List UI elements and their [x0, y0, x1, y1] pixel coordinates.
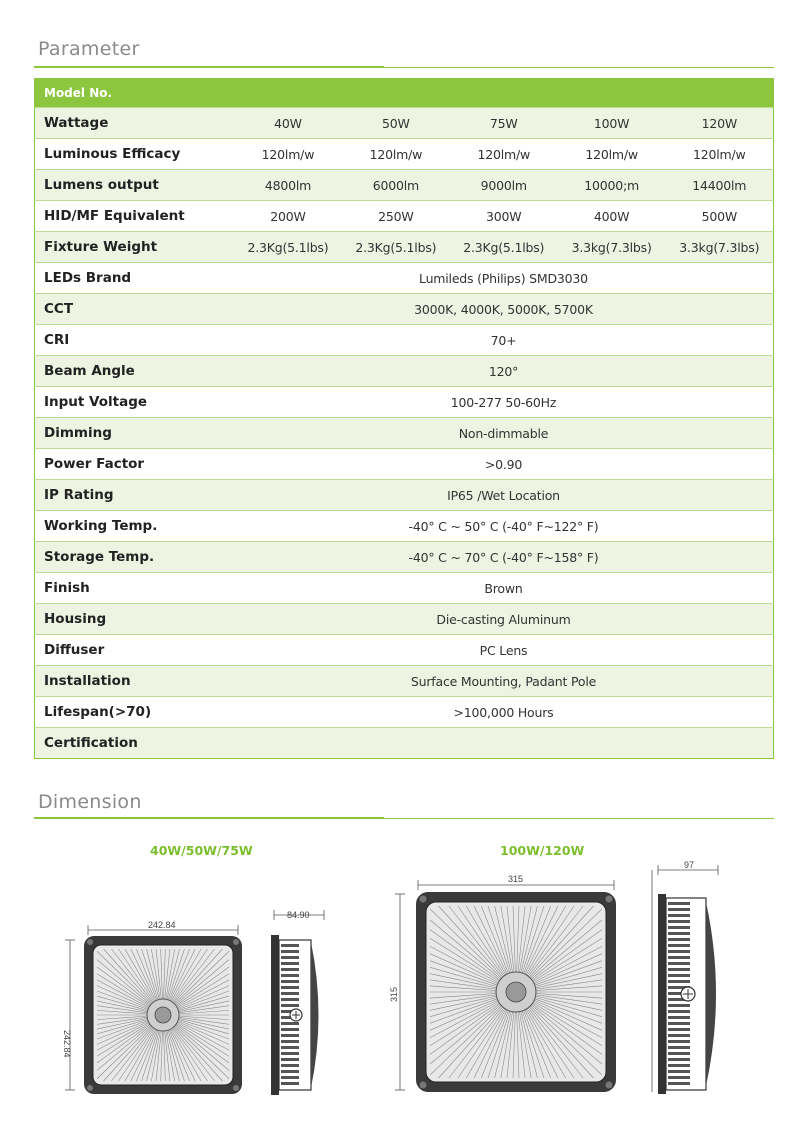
- row-label: Beam Angle: [35, 356, 235, 387]
- row-value: PC Lens: [234, 635, 774, 666]
- row-value: 3.3kg(7.3lbs): [558, 232, 666, 263]
- row-value: 300W: [450, 201, 558, 232]
- row-label: Input Voltage: [35, 387, 235, 418]
- small-depth-dim: 84.90: [287, 910, 310, 920]
- row-label: Working Temp.: [35, 511, 235, 542]
- row-value: -40° C ~ 70° C (-40° F~158° F): [234, 542, 774, 573]
- large-fixture-side: [652, 860, 718, 1094]
- table-header-row: [35, 79, 774, 108]
- row-value: 50W: [342, 108, 450, 139]
- table-row: [35, 170, 774, 201]
- table-row: [35, 263, 774, 294]
- small-height-dim: 242.84: [62, 1030, 72, 1058]
- row-label: Finish: [35, 573, 235, 604]
- row-value: 75W: [450, 108, 558, 139]
- parameter-rule: [34, 67, 774, 68]
- row-value: >0.90: [234, 449, 774, 480]
- row-value: Die-casting Aluminum: [234, 604, 774, 635]
- row-value: 2.3Kg(5.1lbs): [234, 232, 342, 263]
- table-row: [35, 697, 774, 728]
- row-label: Power Factor: [35, 449, 235, 480]
- row-value: [234, 728, 774, 759]
- row-value: 3000K, 4000K, 5000K, 5700K: [234, 294, 774, 325]
- table-row: [35, 449, 774, 480]
- row-label: Installation: [35, 666, 235, 697]
- table-row: [35, 294, 774, 325]
- table-row: [35, 635, 774, 666]
- row-value: 120lm/w: [558, 139, 666, 170]
- table-row: [35, 666, 774, 697]
- row-label: Housing: [35, 604, 235, 635]
- row-value: IP65 /Wet Location: [234, 480, 774, 511]
- table-row: [35, 511, 774, 542]
- small-fixture-side: [271, 910, 324, 1095]
- parameter-heading: Parameter: [38, 38, 140, 60]
- row-value: 100-277 50-60Hz: [234, 387, 774, 418]
- row-value: >100,000 Hours: [234, 697, 774, 728]
- row-label: Dimming: [35, 418, 235, 449]
- dimension-rule: [34, 818, 774, 819]
- small-model-title: 40W/50W/75W: [150, 843, 253, 858]
- row-value: 4800lm: [234, 170, 342, 201]
- large-height-dim: 315: [389, 986, 399, 1002]
- row-value: Non-dimmable: [234, 418, 774, 449]
- row-label: Storage Temp.: [35, 542, 235, 573]
- row-value: 40W: [234, 108, 342, 139]
- table-row: [35, 604, 774, 635]
- table-row: [35, 387, 774, 418]
- row-value: 120lm/w: [342, 139, 450, 170]
- row-value: 3.3kg(7.3lbs): [666, 232, 774, 263]
- table-row: [35, 232, 774, 263]
- row-value: 10000;m: [558, 170, 666, 201]
- table-row: [35, 108, 774, 139]
- row-value: Lumileds (Philips) SMD3030: [234, 263, 774, 294]
- large-fixture-front: [389, 874, 616, 1092]
- table-row: [35, 728, 774, 759]
- small-width-dim: 242.84: [148, 920, 176, 930]
- row-label: Certification: [35, 728, 235, 759]
- row-value: 6000lm: [342, 170, 450, 201]
- dimension-heading: Dimension: [38, 791, 142, 813]
- row-value: 14400lm: [666, 170, 774, 201]
- table-row: [35, 356, 774, 387]
- row-value: 120lm/w: [450, 139, 558, 170]
- row-value: 120lm/w: [234, 139, 342, 170]
- large-model-title: 100W/120W: [500, 843, 585, 858]
- row-value: 9000lm: [450, 170, 558, 201]
- row-label: LEDs Brand: [35, 263, 235, 294]
- row-value: 120W: [666, 108, 774, 139]
- row-value: Surface Mounting, Padant Pole: [234, 666, 774, 697]
- row-value: 2.3Kg(5.1lbs): [450, 232, 558, 263]
- row-value: 120°: [234, 356, 774, 387]
- row-value: 70+: [234, 325, 774, 356]
- row-value: -40° C ~ 50° C (-40° F~122° F): [234, 511, 774, 542]
- row-value: 200W: [234, 201, 342, 232]
- row-label: IP Rating: [35, 480, 235, 511]
- table-row: [35, 139, 774, 170]
- row-value: 250W: [342, 201, 450, 232]
- table-row: [35, 480, 774, 511]
- row-value: 100W: [558, 108, 666, 139]
- row-label: Fixture Weight: [35, 232, 235, 263]
- row-label: CCT: [35, 294, 235, 325]
- model-no-values: [234, 79, 774, 108]
- row-label: CRI: [35, 325, 235, 356]
- table-row: [35, 573, 774, 604]
- row-label: Wattage: [35, 108, 235, 139]
- row-value: 500W: [666, 201, 774, 232]
- row-label: Luminous Efficacy: [35, 139, 235, 170]
- table-row: [35, 542, 774, 573]
- parameter-table: [34, 78, 774, 759]
- row-value: 400W: [558, 201, 666, 232]
- row-value: 2.3Kg(5.1lbs): [342, 232, 450, 263]
- row-label: HID/MF Equivalent: [35, 201, 235, 232]
- table-row: [35, 418, 774, 449]
- large-depth-dim: 97: [684, 860, 695, 870]
- large-width-dim: 315: [508, 874, 524, 884]
- row-value: Brown: [234, 573, 774, 604]
- model-no-label: Model No.: [35, 79, 235, 108]
- small-fixture-front: [62, 920, 242, 1094]
- dimension-drawings: [0, 830, 800, 1130]
- table-row: [35, 325, 774, 356]
- row-value: 120lm/w: [666, 139, 774, 170]
- row-label: Lifespan(>70): [35, 697, 235, 728]
- table-row: [35, 201, 774, 232]
- row-label: Diffuser: [35, 635, 235, 666]
- row-label: Lumens output: [35, 170, 235, 201]
